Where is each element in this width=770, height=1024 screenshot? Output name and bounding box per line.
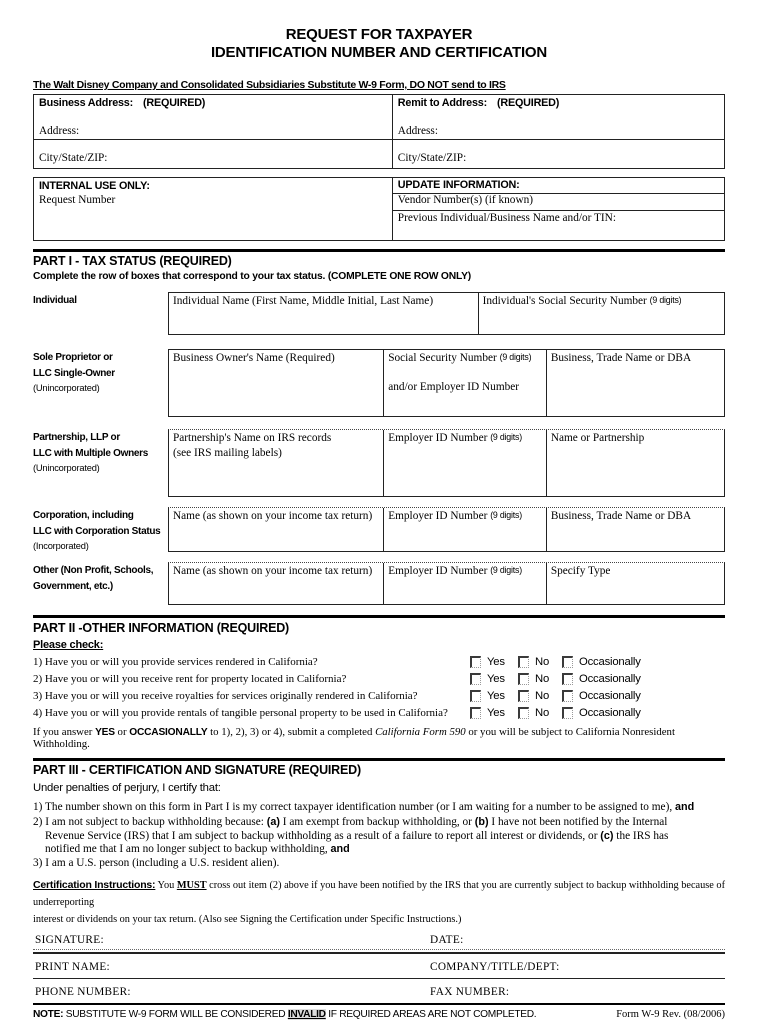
- digits-note: (9 digits): [490, 509, 522, 520]
- tax-status-row-corporation: [33, 507, 725, 552]
- checkbox-q2-no[interactable]: [518, 673, 529, 685]
- update-information-header: UPDATE INFORMATION:: [393, 178, 724, 194]
- checkbox-q3-yes[interactable]: [470, 690, 481, 702]
- business-address-label: Address:: [39, 125, 80, 137]
- business-address-cell[interactable]: [34, 95, 393, 139]
- remit-city-label: City/State/ZIP:: [397, 152, 467, 164]
- business-address-required: (REQUIRED): [143, 97, 206, 109]
- yes-label: Yes: [487, 706, 505, 719]
- certify-item-2-line3: notified me that I am no longer subject to backup withholding, and: [45, 843, 350, 856]
- partnership-name-field[interactable]: Partnership's Name on IRS records (see IRS mailing labels): [173, 432, 332, 459]
- part3-header: PART III - CERTIFICATION AND SIGNATURE (REQUIRED): [33, 763, 361, 777]
- date-label: DATE:: [430, 933, 464, 946]
- row-table-other: [168, 562, 725, 605]
- occasionally-label: Occasionally: [579, 689, 641, 702]
- dba-field[interactable]: Business, Trade Name or DBA: [546, 350, 724, 416]
- perjury-intro: Under penalties of perjury, I certify that:: [33, 782, 221, 794]
- certify-item-2-line1: 2) I am not subject to backup withholding because: (a) I am exempt from backup withholding, or (b) I have not been notified by the Internal: [33, 815, 668, 828]
- ssn-ein-field[interactable]: Social Security Number (9 digits) and/or Employer ID Number: [383, 350, 546, 416]
- question-row-3: [33, 689, 725, 702]
- checkbox-q4-no[interactable]: [518, 707, 529, 719]
- checkbox-q2-occasionally[interactable]: [562, 673, 573, 685]
- form-title-line2: IDENTIFICATION NUMBER AND CERTIFICATION: [210, 44, 548, 61]
- part1-instruction: Complete the row of boxes that correspond to your tax status. (COMPLETE ONE ROW ONLY): [33, 271, 472, 282]
- form-title-line1: REQUEST FOR TAXPAYER: [285, 26, 473, 43]
- other-specify-type-field[interactable]: Specify Type: [546, 563, 724, 604]
- question-3-options: [470, 690, 725, 702]
- individual-ssn-field[interactable]: Individual's Social Security Number (9 digits): [478, 293, 724, 334]
- digits-note: (9 digits): [490, 431, 522, 442]
- company-title-dept-label: COMPANY/TITLE/DEPT:: [430, 960, 560, 973]
- row-table-corporation: [168, 507, 725, 552]
- checkbox-q3-occasionally[interactable]: [562, 690, 573, 702]
- part2-header: PART II -OTHER INFORMATION (REQUIRED): [33, 621, 290, 635]
- vendor-number-field[interactable]: Vendor Number(s) (if known): [393, 194, 724, 211]
- certification-instructions-label: Certification Instructions:: [33, 878, 156, 891]
- checkbox-q4-occasionally[interactable]: [562, 707, 573, 719]
- corporation-name-field[interactable]: Name (as shown on your income tax return): [173, 510, 373, 522]
- form-content: [33, 0, 725, 1020]
- row-label-individual: Individual: [33, 295, 77, 306]
- checkbox-q2-yes[interactable]: [470, 673, 481, 685]
- certification-instructions: Certification Instructions: You MUST cross out item (2) above if you have been notified by the IRS that you are currently subject to backup withholding because of underreporting interest or dividends on your tax return. (Also see Signing the Certification under Specific Instructions.): [33, 878, 725, 925]
- address-table: [33, 94, 725, 169]
- please-check-label: Please check:: [33, 639, 104, 651]
- digits-note: (9 digits): [490, 564, 522, 575]
- internal-use-table: [33, 177, 725, 241]
- footer-note-row: [33, 1009, 725, 1020]
- question-row-1: [33, 655, 725, 668]
- part2-divider: [33, 615, 725, 618]
- remit-city-cell[interactable]: [393, 139, 724, 168]
- part1-header: PART I - TAX STATUS (REQUIRED): [33, 254, 232, 268]
- checkbox-q1-no[interactable]: [518, 656, 529, 668]
- signature-line-solid: [33, 952, 725, 954]
- row-table-partnership: [168, 429, 725, 497]
- question-1-text: 1) Have you or will you provide services rendered in California?: [33, 655, 318, 668]
- occasionally-label: Occasionally: [579, 655, 641, 668]
- yes-label: Yes: [487, 672, 505, 685]
- business-city-label: City/State/ZIP:: [39, 152, 108, 164]
- tax-status-row-partnership: [33, 429, 725, 497]
- yes-label: Yes: [487, 655, 505, 668]
- certify-item-3: 3) I am a U.S. person (including a U.S. resident alien).: [33, 857, 280, 870]
- question-3-text: 3) Have you or will you receive royalties for services originally rendered in California?: [33, 689, 418, 702]
- row-table-individual: [168, 292, 725, 335]
- partnership-dba-field[interactable]: Name or Partnership: [546, 430, 724, 496]
- question-row-4: [33, 706, 725, 719]
- yes-label: Yes: [487, 689, 505, 702]
- question-4-text: 4) Have you or will you provide rentals of tangible personal property to be used in California?: [33, 706, 448, 719]
- business-address-header: Business Address:: [39, 97, 134, 109]
- signature-line-dotted[interactable]: [33, 949, 725, 950]
- subtitle: The Walt Disney Company and Consolidated Subsidiaries Substitute W-9 Form, DO NOT send to IRS: [33, 79, 506, 91]
- no-label: No: [535, 655, 550, 668]
- partnership-ein-field[interactable]: Employer ID Number (9 digits): [383, 430, 546, 496]
- tax-status-row-individual: [33, 292, 725, 335]
- no-label: No: [535, 672, 550, 685]
- digits-note: (9 digits): [499, 351, 532, 362]
- occasionally-label: Occasionally: [579, 672, 641, 685]
- question-row-2: [33, 672, 725, 685]
- tax-status-row-other: [33, 562, 725, 605]
- checkbox-q1-occasionally[interactable]: [562, 656, 573, 668]
- certify-item-2-line2: Revenue Service (IRS) that I am subject to backup withholding as a result of a failure to report all interest or dividends, or (c) the IRS has: [45, 829, 669, 842]
- signature-row: [33, 934, 725, 946]
- remit-address-header: Remit to Address:: [397, 97, 487, 109]
- request-number-label: Request Number: [39, 194, 116, 206]
- part3-divider: [33, 758, 725, 761]
- owner-name-field[interactable]: Business Owner's Name (Required): [173, 352, 335, 364]
- tax-status-row-sole-proprietor: [33, 349, 725, 417]
- footer-note: NOTE: SUBSTITUTE W-9 FORM WILL BE CONSIDERED INVALID IF REQUIRED AREAS ARE NOT COMPLETED.: [33, 1008, 537, 1020]
- remit-address-cell[interactable]: [393, 95, 724, 139]
- business-city-cell[interactable]: [34, 139, 393, 168]
- checkbox-q3-no[interactable]: [518, 690, 529, 702]
- print-name-label: PRINT NAME:: [35, 960, 110, 973]
- print-name-row: [33, 961, 725, 973]
- footer-divider: [33, 1003, 725, 1005]
- checkbox-q1-yes[interactable]: [470, 656, 481, 668]
- corporation-ein-field[interactable]: Employer ID Number (9 digits): [383, 508, 546, 551]
- question-2-options: [470, 673, 725, 685]
- update-information-cell: [393, 178, 724, 240]
- other-name-field[interactable]: Name (as shown on your income tax return): [173, 565, 373, 577]
- row-label-partnership: Partnership, LLP or LLC with Multiple Owners (Unincorporated): [33, 432, 149, 473]
- internal-use-header: INTERNAL USE ONLY:: [39, 180, 150, 192]
- digits-note: (9 digits): [649, 294, 682, 305]
- no-label: No: [535, 706, 550, 719]
- previous-name-field[interactable]: Previous Individual/Business Name and/or TIN:: [397, 212, 616, 224]
- corporation-dba-field[interactable]: Business, Trade Name or DBA: [546, 508, 724, 551]
- question-4-options: [470, 707, 725, 719]
- california-form-590-ref: California Form 590: [375, 726, 466, 738]
- occasionally-label: Occasionally: [579, 706, 641, 719]
- form-title: [33, 0, 725, 62]
- phone-number-label: PHONE NUMBER:: [35, 985, 131, 998]
- other-ein-field[interactable]: Employer ID Number (9 digits): [383, 563, 546, 604]
- certify-item-1: 1) The number shown on this form in Part I is my correct taxpayer identification number (or I am waiting for a number to be assigned to me), and: [33, 801, 695, 813]
- remit-address-label: Address:: [397, 125, 438, 137]
- no-label: No: [535, 689, 550, 702]
- signature-label: SIGNATURE:: [35, 933, 104, 946]
- phone-fax-row: [33, 986, 725, 998]
- internal-use-cell[interactable]: [34, 178, 393, 240]
- question-2-text: 2) Have you or will you receive rent for property located in California?: [33, 672, 347, 685]
- fax-number-label: FAX NUMBER:: [430, 985, 510, 998]
- print-name-line[interactable]: [33, 978, 725, 979]
- row-table-sole-proprietor: [168, 349, 725, 417]
- part2-footnote: If you answer YES or OCCASIONALLY to 1), 2), 3) or 4), submit a completed California Form 590 or you will be subject to California Nonresident Withholding.: [33, 726, 675, 750]
- row-label-corporation: Corporation, including LLC with Corporation Status (Incorporated): [33, 510, 161, 551]
- row-label-other: Other (Non Profit, Schools, Government, etc.): [33, 565, 154, 592]
- remit-address-required: (REQUIRED): [496, 97, 560, 109]
- part1-divider: [33, 249, 725, 252]
- question-1-options: [470, 656, 725, 668]
- invalid-highlight: INVALID: [287, 1008, 326, 1020]
- checkbox-q4-yes[interactable]: [470, 707, 481, 719]
- individual-name-field[interactable]: Individual Name (First Name, Middle Initial, Last Name): [173, 295, 434, 307]
- row-label-sole-proprietor: Sole Proprietor or LLC Single-Owner (Unincorporated): [33, 352, 115, 393]
- form-revision: Form W-9 Rev. (08/2006): [616, 1008, 725, 1020]
